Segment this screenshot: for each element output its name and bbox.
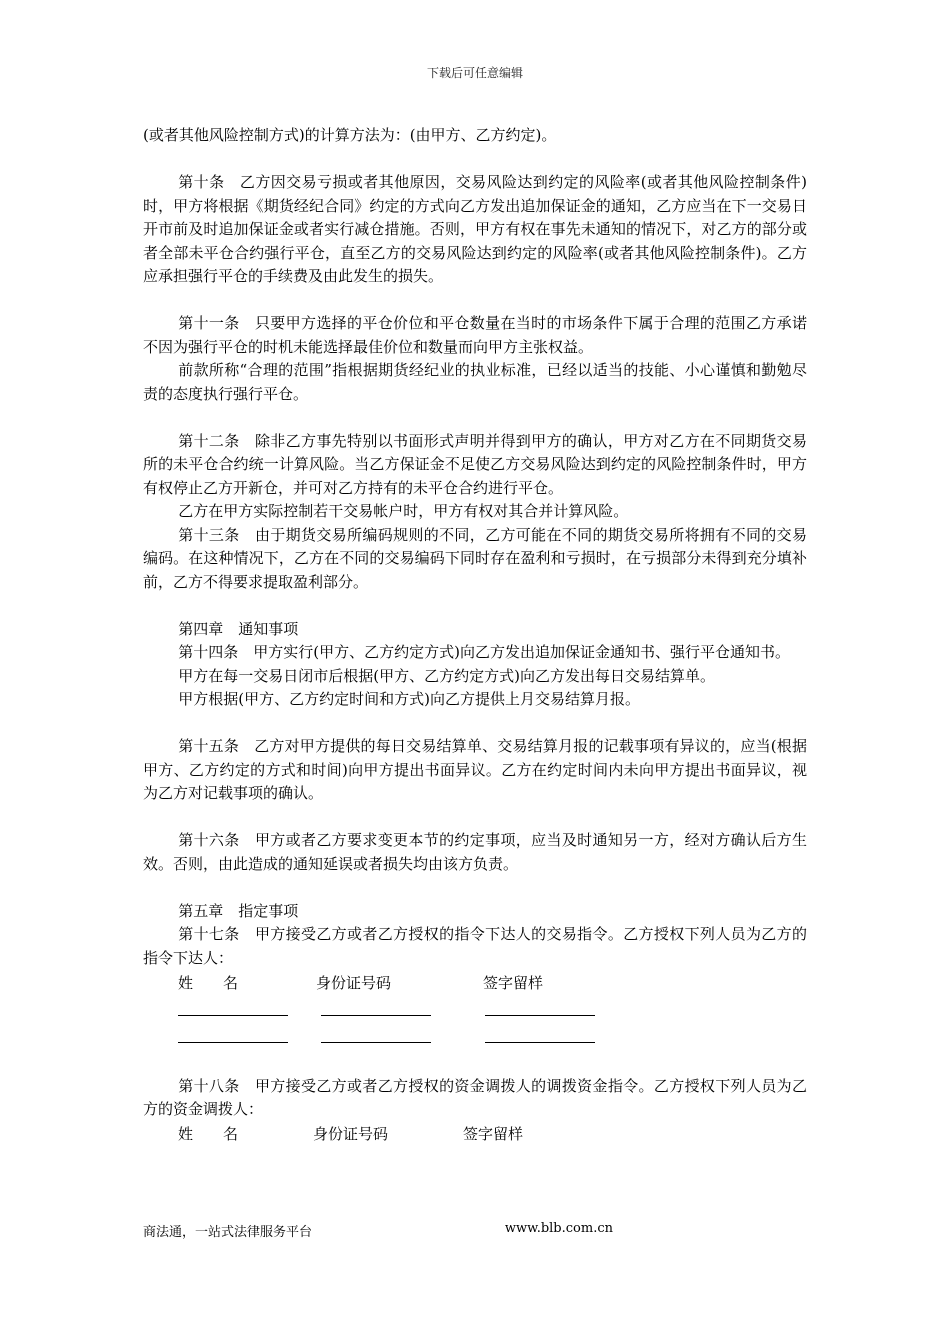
article-11: 第十一条 只要甲方选择的平仓价位和平仓数量在当时的市场条件下属于合理的范围乙方承诺不因为强行平仓的时机未能选择最佳价位和数量而向甲方主张权益。	[143, 314, 807, 356]
col-name: 姓 名	[178, 973, 239, 992]
article-14: 第十四条 甲方实行(甲方、乙方约定方式)向乙方发出追加保证金通知书、强行平仓通知书。	[178, 643, 790, 661]
article-10: 第十条 乙方因交易亏损或者其他原因，交易风险达到约定的风险率(或者其他风险控制条件)时，甲方将根据《期货经纪合同》约定的方式向乙方发出追加保证金的通知，乙方应当在下一交易日开市前及时追加保证金或者实行减仓措施。否则，甲方有权在事先未通知的情况下，对乙方的部分或者全部未平仓合约强行平仓，直至乙方的交易风险达到约定的风险率(或者其他风险控制条件)。乙方应承担强行平仓的手续费及由此发生的损失。	[143, 173, 807, 285]
blank-line	[178, 1005, 288, 1016]
paragraph: 甲方根据(甲方、乙方约定时间和方式)向乙方提供上月交易结算月报。	[178, 690, 640, 708]
document-body	[143, 124, 807, 1149]
paragraph: 前款所称“合理的范围”指根据期货经纪业的执业标准，已经以适当的技能、小心谨慎和勤勉尽责的态度执行强行平仓。	[143, 361, 807, 403]
paragraph: 乙方在甲方实际控制若干交易帐户时，甲方有权对其合并计算风险。	[178, 502, 629, 520]
col-name: 姓 名	[178, 1125, 239, 1144]
blank-line	[178, 1032, 288, 1043]
blank-line	[485, 1032, 595, 1043]
footer-brand: 商法通，一站式法律服务平台	[143, 1225, 313, 1240]
paragraph: 甲方在每一交易日闭市后根据(甲方、乙方约定方式)向乙方发出每日交易结算单。	[178, 666, 715, 685]
signature-blank-row	[143, 997, 807, 1024]
article-15: 第十五条 乙方对甲方提供的每日交易结算单、交易结算月报的记载事项有异议的，应当(根据甲方、乙方约定的方式和时间)向甲方提出书面异议。乙方在约定时间内未向甲方提出书面异议，视为乙方对记载事项的确认。	[143, 737, 807, 802]
article-17: 第十七条 甲方接受乙方或者乙方授权的指令下达人的交易指令。乙方授权下列人员为乙方的指令下达人：	[143, 925, 807, 967]
blank-line	[321, 1005, 431, 1016]
col-id: 身份证号码	[316, 973, 392, 992]
article-18: 第十八条 甲方接受乙方或者乙方授权的资金调拨人的调拨资金指令。乙方授权下列人员为乙方的资金调拨人：	[143, 1076, 807, 1118]
chapter-4-heading: 第四章 通知事项	[178, 619, 299, 638]
chapter-5-heading: 第五章 指定事项	[178, 901, 299, 920]
col-id: 身份证号码	[313, 1125, 389, 1144]
article-12: 第十二条 除非乙方事先特别以书面形式声明并得到甲方的确认，甲方对乙方在不同期货交易所的未平仓合约统一计算风险。当乙方保证金不足使乙方交易风险达到约定的风险控制条件时，甲方有权停止乙方开新仓，并可对乙方持有的未平仓合约进行平仓。	[143, 431, 807, 497]
signature-blank-row	[143, 1024, 807, 1051]
col-sign: 签字留样	[483, 973, 544, 992]
blank-line	[485, 1005, 595, 1016]
article-16: 第十六条 甲方或者乙方要求变更本节的约定事项，应当及时通知另一方，经对方确认后方生效。否则，由此造成的通知延误或者损失均由该方负责。	[143, 831, 807, 873]
page-header: 下载后可任意编辑	[426, 66, 523, 80]
page-footer	[143, 1221, 613, 1240]
col-sign: 签字留样	[463, 1125, 524, 1144]
article-13: 第十三条 由于期货交易所编码规则的不同，乙方可能在不同的期货交易所将拥有不同的交易编码。在这种情况下，乙方在不同的交易编码下同时存在盈利和亏损时，在亏损部分未得到充分填补前，乙方不得要求提取盈利部分。	[143, 525, 807, 591]
signature-table-header	[143, 1122, 807, 1149]
paragraph: (或者其他风险控制方式)的计算方法为：(由甲方、乙方约定)。	[143, 126, 557, 144]
blank-line	[321, 1032, 431, 1043]
footer-url[interactable]: www.blb.com.cn	[504, 1221, 613, 1236]
signature-table-header	[143, 970, 807, 997]
